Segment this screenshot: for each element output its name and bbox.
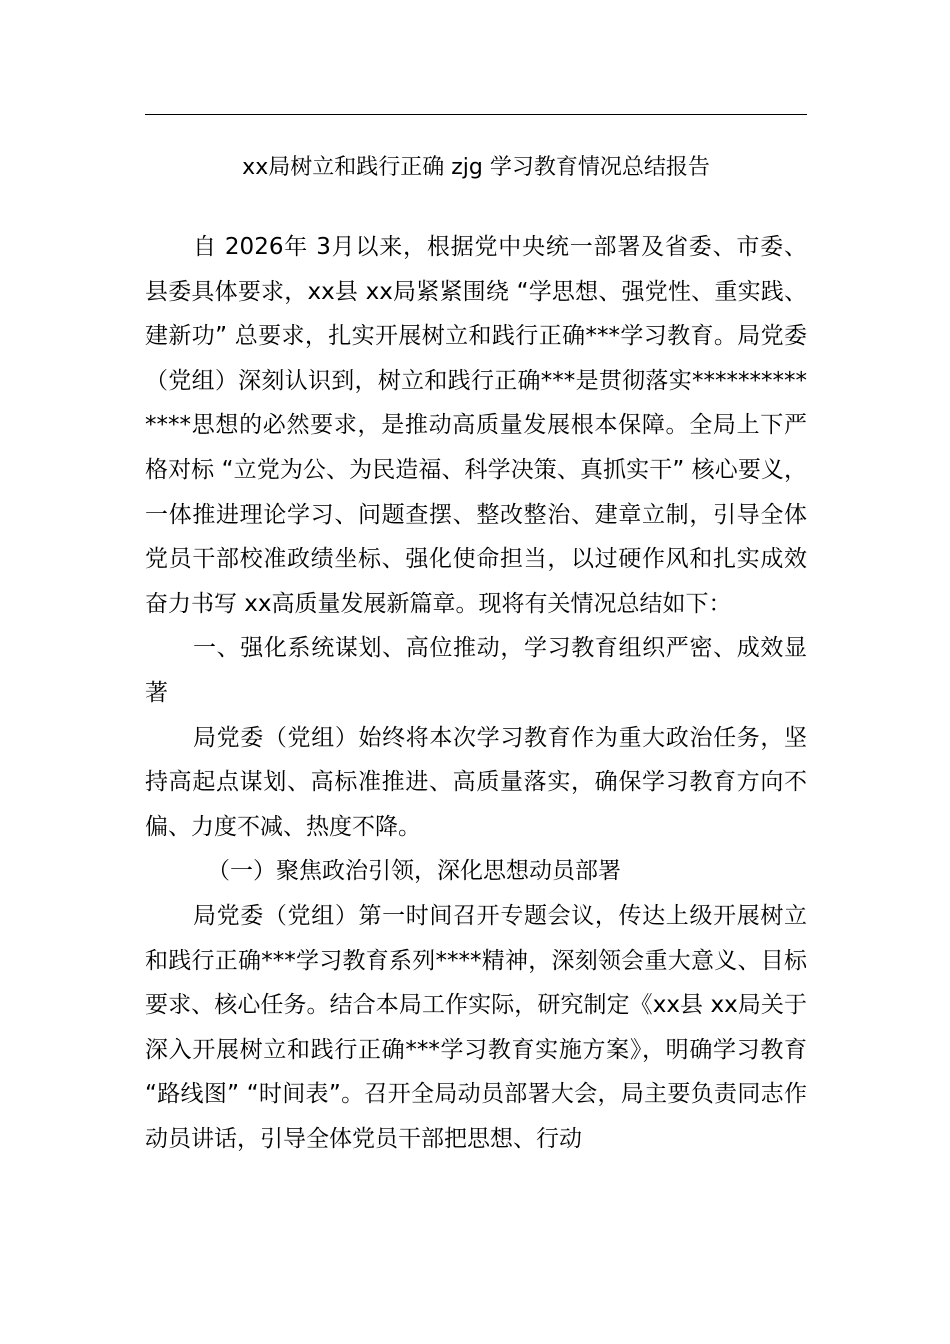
- section-heading-1: 一、强化系统谋划、高位推动，学习教育组织严密、成效显著: [145, 635, 807, 706]
- subsection-1-paragraph: 局党委（党组）第一时间召开专题会议，传达上级开展树立和践行正确***学习教育系列****精神，深刻领会重大意义、目标要求、核心任务。结合本局工作实际，研究制定《xx县 xx局关于深入开展树立和践行正确***学习教育实施方案》，明确学习教育 “路线图” “时间表”。召开全局动员部署大会，局主要负责同志作动员讲话，引导全体党员干部把思想、行动: [145, 902, 807, 1152]
- subsection-heading-1: （一）聚焦政治引领，深化思想动员部署: [207, 858, 621, 885]
- intro-paragraph: 自 2026年 3月以来，根据党中央统一部署及省委、市委、县委具体要求，xx县 xx局紧紧围绕 “学思想、强党性、重实践、建新功” 总要求，扎实开展树立和践行正确***学习教育。局党委（党组）深刻认识到，树立和践行正确***是贯彻落实**************思想的必然要求，是推动高质量发展根本保障。全局上下严格对标 “立党为公、为民造福、科学决策、真抓实干” 核心要义，一体推进理论学习、问题查摆、整改整治、建章立制，引导全体党员干部校准政绩坐标、强化使命担当，以过硬作风和扎实成效奋力书写 xx高质量发展新篇章。现将有关情况总结如下：: [145, 234, 807, 617]
- header-rule: [145, 114, 807, 115]
- document-title: xx局树立和践行正确 zjg 学习教育情况总结报告: [242, 155, 710, 180]
- document-body: [145, 225, 807, 1161]
- section-1-paragraph: 局党委（党组）始终将本次学习教育作为重大政治任务，坚持高起点谋划、高标准推进、高质量落实，确保学习教育方向不偏、力度不减、热度不降。: [145, 724, 807, 840]
